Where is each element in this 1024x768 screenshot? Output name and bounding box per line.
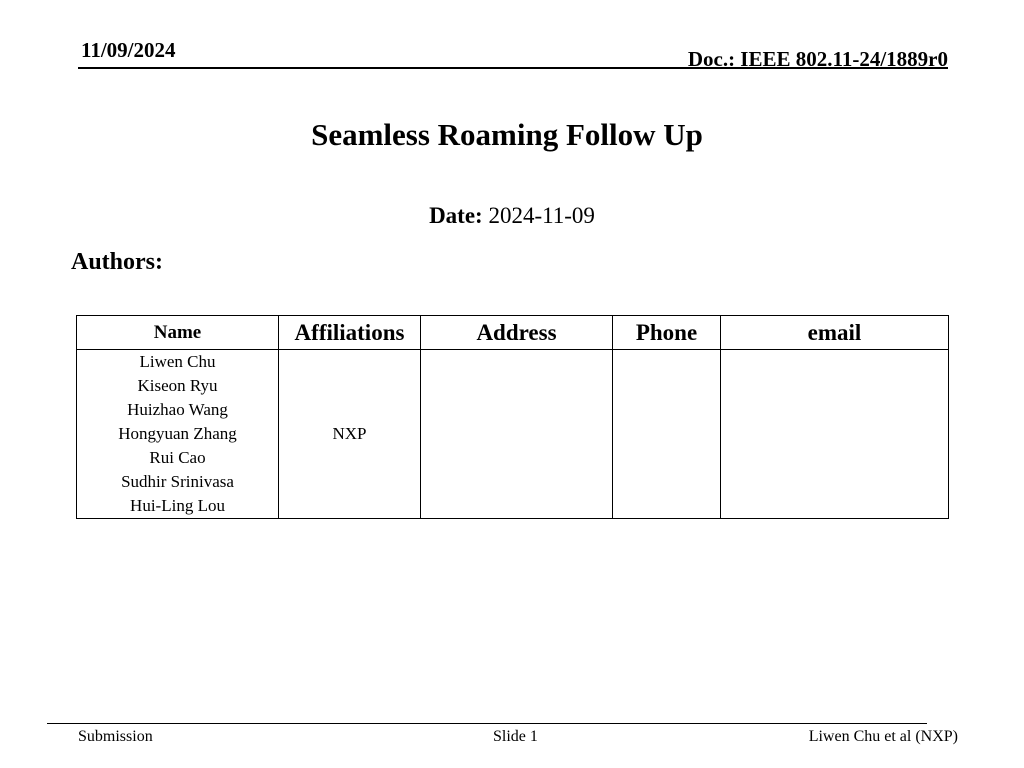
- column-header-phone: Phone: [613, 316, 721, 350]
- column-header-affiliations: Affiliations: [279, 316, 421, 350]
- authors-table: [76, 315, 949, 519]
- header-date: 11/09/2024: [81, 38, 176, 62]
- column-header-email: email: [721, 316, 949, 350]
- footer-author: Liwen Chu et al (NXP): [808, 728, 958, 745]
- author-name: Huizhao Wang: [127, 400, 228, 419]
- author-name: Hongyuan Zhang: [118, 424, 237, 443]
- cell-names: [77, 350, 279, 519]
- footer-rule: [47, 723, 927, 724]
- date-value: 2024-11-09: [488, 203, 595, 228]
- header-rule: [78, 67, 948, 69]
- author-name: Sudhir Srinivasa: [121, 472, 234, 491]
- cell-phone: [613, 350, 721, 519]
- footer-slide-number: Slide 1: [493, 728, 538, 745]
- author-name: Rui Cao: [149, 448, 206, 467]
- header-doc-id: Doc.: IEEE 802.11-24/1889r0: [687, 47, 948, 71]
- table-header-row: [77, 316, 949, 350]
- author-name: Kiseon Ryu: [137, 376, 218, 395]
- table-row: [77, 350, 949, 519]
- cell-address: [421, 350, 613, 519]
- column-header-address: Address: [421, 316, 613, 350]
- footer-submission: Submission: [78, 728, 153, 745]
- author-name: Liwen Chu: [139, 352, 216, 371]
- author-name: Hui-Ling Lou: [130, 496, 225, 515]
- column-header-name: Name: [77, 316, 279, 350]
- date-line: [0, 203, 1024, 229]
- slide-title: Seamless Roaming Follow Up: [311, 117, 703, 152]
- date-label: Date:: [429, 203, 483, 228]
- cell-email: [721, 350, 949, 519]
- authors-label: Authors:: [71, 249, 164, 275]
- cell-affiliation: NXP: [279, 350, 421, 519]
